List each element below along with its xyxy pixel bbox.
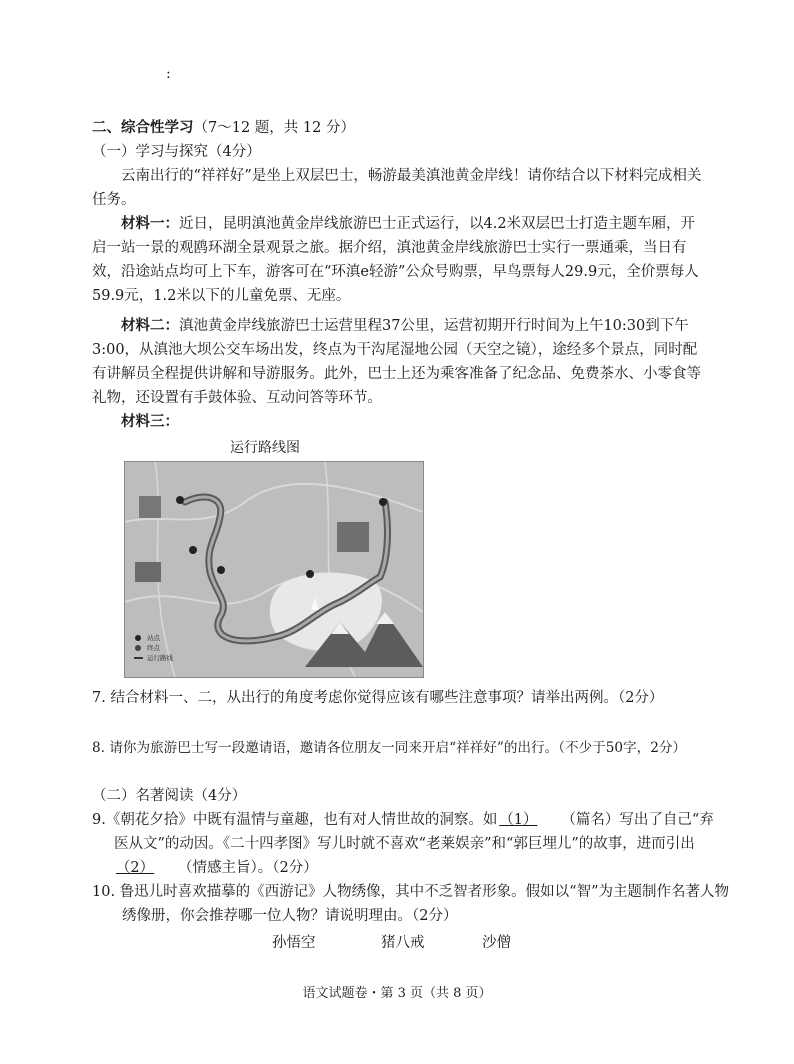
- question-8: 8. 请你为旅游巴士写一段邀请语，邀请各位朋友一同来开启“祥祥好”的出行。（不少于50字，2分）: [92, 740, 687, 756]
- question-9-part-a: 9.《朝花夕拾》中既有温情与童趣，也有对人情世故的洞察。如: [92, 812, 498, 828]
- question-9: [92, 808, 726, 880]
- character-option-3: 沙僧: [482, 935, 511, 951]
- intro-paragraph: 云南出行的“祥祥好”是坐上双层巴士，畅游最美滇池黄金岸线！请你结合以下材料完成相关任务。: [92, 168, 702, 208]
- question-9-part-b: （篇名）写出了自己“弃医从文”的动因。《二十四孝图》写儿时就不喜欢“老莱娱亲”和“郭巨埋儿”的故事，进而引出: [114, 812, 714, 852]
- question-9-part-c: （情感主旨）。（2分）: [178, 860, 318, 876]
- stray-mark: :: [166, 66, 171, 82]
- section-title: [92, 116, 704, 140]
- question-9-blank-2: （2）: [115, 860, 155, 876]
- map-legend: [147, 633, 173, 663]
- question-9-blank-1: （1）: [499, 812, 538, 828]
- material-2-text: 滇池黄金岸线旅游巴士运营里程37公里，运营初期开行时间为上午10:30到下午3:00，从滇池大坝公交车场出发，终点为干沟尾湿地公园（天空之镜），途经多个景点，同时配有讲解员全程提供讲解和导游服务。此外，巴士上还为乘客准备了纪念品、免费茶水、小零食等礼物，还设置有手鼓体验、互动问答等环节。: [92, 318, 701, 406]
- question-7: 7. 结合材料一、二，从出行的角度考虑你觉得应该有哪些注意事项？请举出两例。（2分）: [92, 690, 664, 706]
- material-3-label-text: 材料三：: [121, 413, 179, 430]
- material-1-label: 材料一：: [121, 215, 179, 232]
- page-footer: 语文试题卷・第 3 页（共 8 页）: [302, 986, 492, 1001]
- material-1-text: 近日，昆明滇池黄金岸线旅游巴士正式运行，以4.2米双层巴士打造主题车厢，开启一站一景的观鸥环湖全景观景之旅。据介绍，滇池黄金岸线旅游巴士实行一票通乘，当日有效，沿途站点均可上下车，游客可在“环滇e轻游”公众号购票，早鸟票每人29.9元，全价票每人59.9元，1.2米以下的儿童免票、无座。: [92, 216, 699, 304]
- subsection-2-title: （二）名著阅读（4分）: [92, 788, 247, 804]
- legend-item-terminal: 终点: [147, 644, 160, 652]
- material-2: [92, 314, 704, 410]
- section-title-main: 二、综合性学习: [92, 119, 194, 136]
- character-option-2: 猪八戒: [381, 935, 425, 951]
- legend-item-stop: 站点: [147, 634, 160, 642]
- question-10: 10. 鲁迅儿时喜欢描摹的《西游记》人物绣像，其中不乏智者形象。假如以“智”为主题制作名著人物绣像册，你会推荐哪一位人物？请说明理由。（2分）: [92, 884, 729, 924]
- map-title: 运行路线图: [230, 440, 300, 456]
- legend-item-route: 运行路线: [147, 654, 173, 662]
- subsection-1-title: （一）学习与探究（4分）: [92, 144, 261, 160]
- character-option-1: 孙悟空: [272, 935, 316, 951]
- material-2-label: 材料二：: [121, 317, 179, 334]
- route-map: [124, 461, 424, 678]
- material-1: [92, 212, 704, 308]
- material-3-label: [92, 410, 704, 434]
- section-title-suffix: （7～12 题，共 12 分）: [193, 120, 355, 136]
